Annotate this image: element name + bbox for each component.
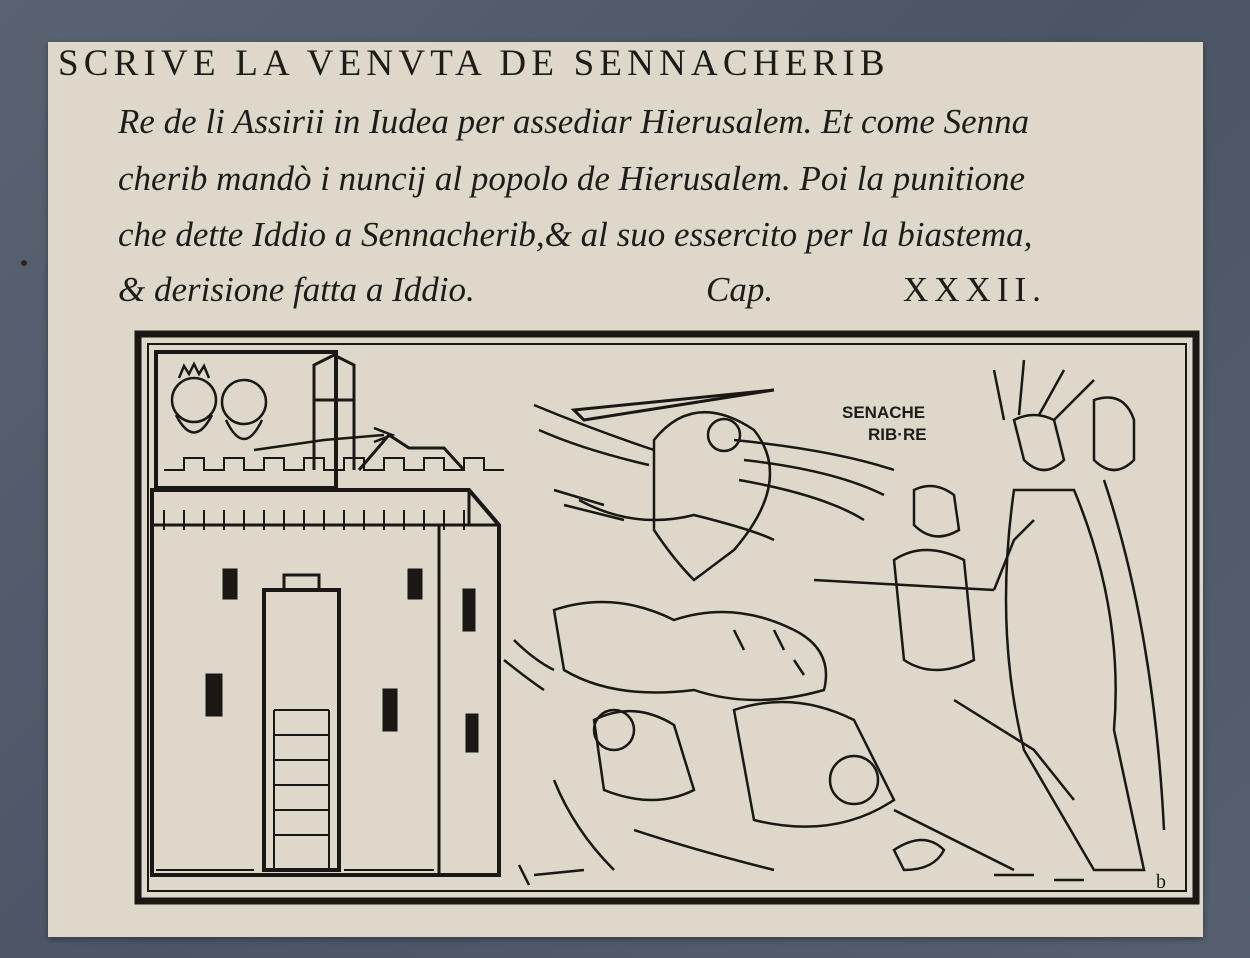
margin-dot <box>21 260 27 266</box>
label-line-1: SENACHE <box>842 403 926 422</box>
text-line-1: Re de li Assirii in Iudea per assediar Hierusalem. Et come Senna <box>118 102 1030 141</box>
text-line-4: & derisione fatta a Iddio. <box>118 270 475 309</box>
label-line-2: RIB·RE <box>868 425 927 444</box>
corner-letter: b <box>1156 871 1166 893</box>
woodcut-illustration <box>134 330 1200 905</box>
chapter-heading: SCRIVE LA VENVTA DE SENNACHERIB <box>58 43 890 84</box>
paper-fragment <box>48 42 1203 937</box>
chapter-number: XXXII. <box>903 270 1047 309</box>
chapter-label: Cap. <box>706 270 774 309</box>
text-line-3: che dette Iddio a Sennacherib,& al suo essercito per la biastema, <box>118 215 1033 254</box>
text-line-2: cherib mandò i nuncij al popolo de Hierusalem. Poi la punitione <box>118 159 1025 198</box>
